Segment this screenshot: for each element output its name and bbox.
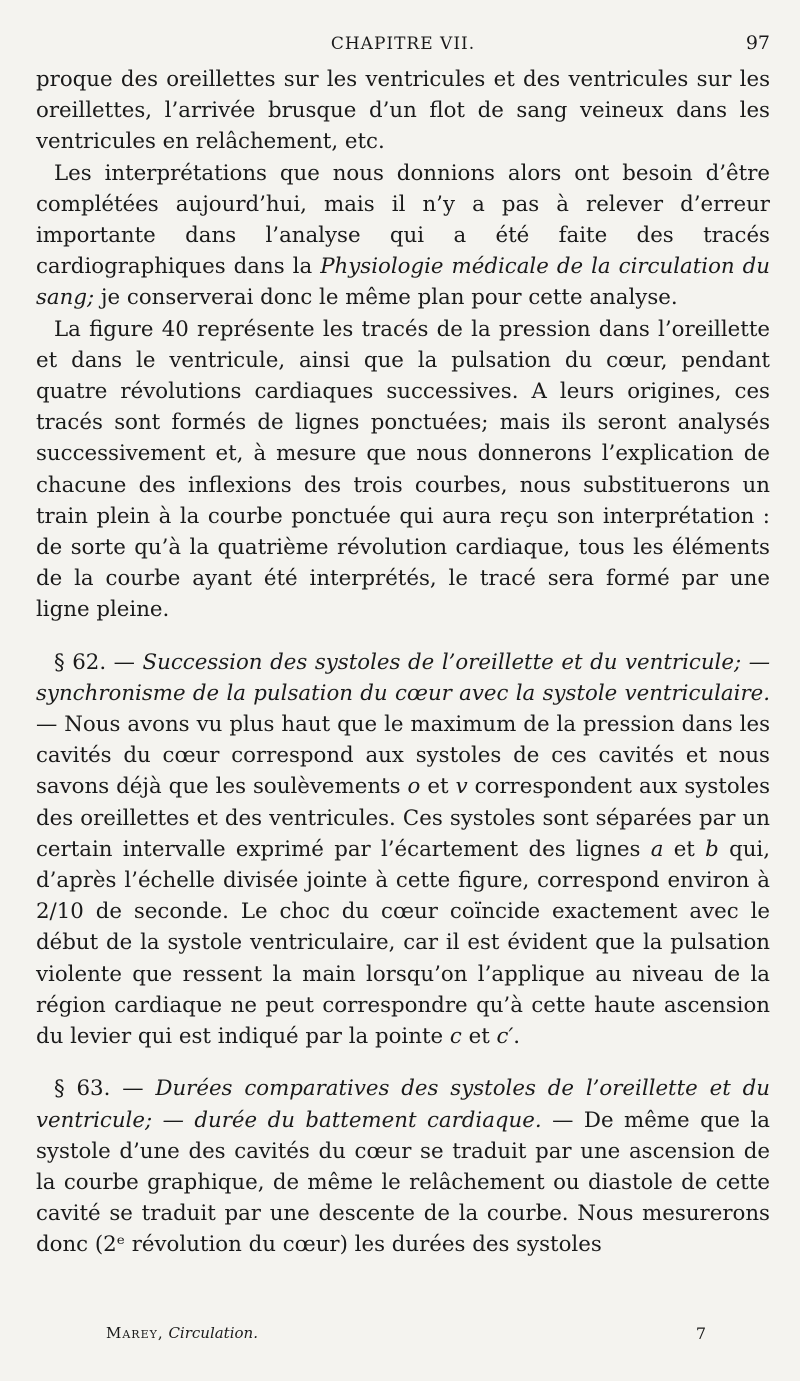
section-62 xyxy=(36,647,770,1053)
letter-a: a xyxy=(650,836,664,862)
section-62-text: et xyxy=(663,836,706,862)
section-62-title: Succession des systoles de l’oreillette et du ventricule; — synchronisme de la pulsation du cœur avec la systole ventriculaire. xyxy=(36,649,771,706)
running-head xyxy=(36,30,770,60)
paragraph-1: proque des oreillettes sur les ventricules et des ventricules sur les oreillettes, l’arrivée brusque d’un flot de sang veineux dans les ventricules en relâchement, etc. xyxy=(36,67,770,155)
chapter-title: CHAPITRE VII. xyxy=(330,34,476,54)
section-62-text: et xyxy=(461,1024,497,1050)
letter-b: b xyxy=(705,836,719,862)
paragraph-3: La figure 40 représente les tracés de la pression dans l’oreillette et dans le ventricule, ainsi que la pulsation du cœur, pendant quatre révolutions cardiaques successives. A leurs origines, ces tracés sont formés de lignes ponctuées; mais ils seront analysés successivement et, à mesure que nous donnerons l’explication de chacune des inflexions des trois courbes, nous substituerons un train plein à la courbe ponctuée qui aura reçu son interprétation : de sorte qu’à la quatrième révolution cardiaque, tous les éléments de la courbe ayant été interprétés, le tracé sera formé par une ligne pleine. xyxy=(36,316,770,623)
section-62-text: — Nous avons vu plus haut que le maximum de la pression dans les cavités du cœur correspond aux systoles de ces cavités et nous savons déjà que les soulèvements xyxy=(36,712,770,800)
signature-mark: 7 xyxy=(695,1324,706,1343)
section-63 xyxy=(36,1073,770,1260)
section-63-number: § 63. — xyxy=(54,1076,156,1102)
letter-o: o xyxy=(407,774,421,800)
section-62-text: et xyxy=(420,774,456,800)
section-62-text: correspondent aux systoles des oreillettes et des ventricules. Ces systoles sont séparées par un certain intervalle exprimé par l’écartement des lignes xyxy=(36,774,771,862)
section-62-text: qui, d’après l’échelle divisée jointe à cette figure, correspond environ à 2/10 de seconde. Le choc du cœur coïncide exactement avec le début de la systole ventriculaire, car il est évident que la pulsation violente que ressent la main lorsqu’on l’applique au niveau de la région cardiaque ne peut correspondre qu’à cette haute ascension du levier qui est indiqué par la pointe xyxy=(36,836,771,1050)
page-number: 97 xyxy=(745,32,770,54)
section-63-title: Durées comparatives des systoles de l’oreillette et du ventricule; — durée du battement cardiaque. xyxy=(36,1076,770,1133)
footer xyxy=(106,1324,706,1350)
paragraph-2-text: Les interprétations que nous donnions alors ont besoin d’être complétées aujourd’hui, mais il n’y a pas à relever d’erreur importante dans l’analyse qui a été faite des tracés cardiographiques dans la xyxy=(36,160,770,280)
section-62-number: § 62. — xyxy=(54,649,143,675)
body-text xyxy=(36,64,770,1261)
book-reference: Physiologie médicale de la circulation du sang; xyxy=(36,254,770,311)
letter-c: c xyxy=(449,1024,462,1050)
footer-book-title: Circulation. xyxy=(168,1324,258,1342)
section-62-text: . xyxy=(513,1024,521,1050)
paragraph-2 xyxy=(36,158,770,314)
section-63-text: — De même que la systole d’une des cavités du cœur se traduit par une ascension de la courbe graphique, de même le relâchement ou diastole de cette cavité se traduit par une descente de la courbe. Nous mesurerons donc (2ᵉ révolution du cœur) les durées des systoles xyxy=(36,1107,770,1258)
paragraph-2-text-end: je conserverai donc le même plan pour cette analyse. xyxy=(94,285,678,311)
letter-v: v xyxy=(455,774,468,800)
footer-author: Marey, xyxy=(106,1324,164,1342)
letter-c-prime: c′ xyxy=(496,1024,514,1050)
